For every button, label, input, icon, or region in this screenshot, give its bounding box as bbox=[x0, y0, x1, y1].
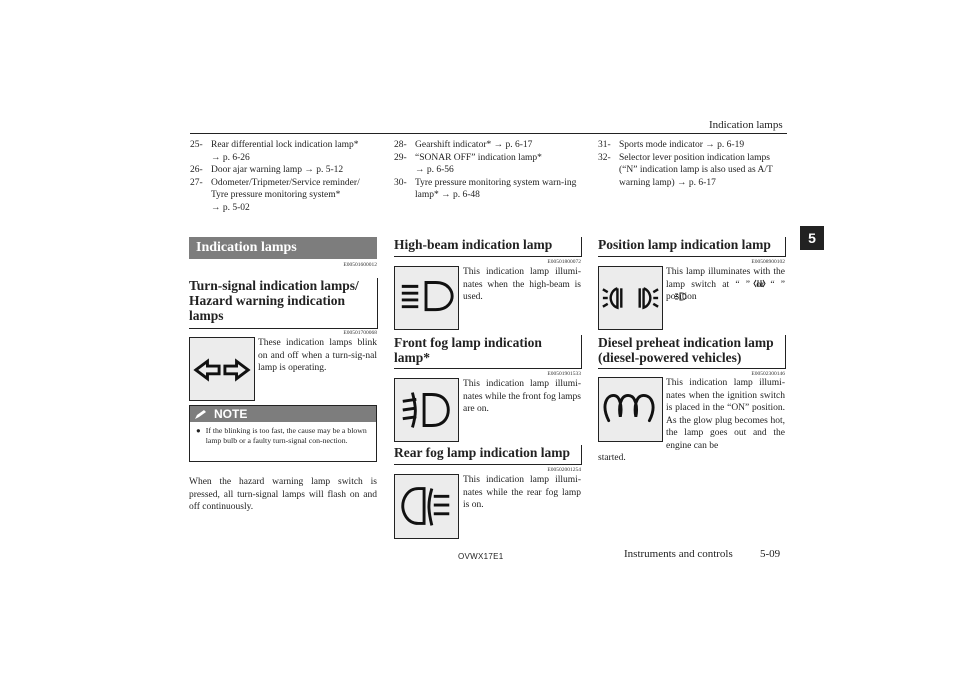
front-fog-code: E00501901533 bbox=[547, 371, 581, 377]
toc-item: 32- Selector lever position indication lamps (“N” indication lamp is also used as A/T warning lamp) → p. 6-17 bbox=[598, 152, 773, 188]
note-label: NOTE bbox=[214, 407, 248, 421]
header-rule bbox=[190, 133, 787, 134]
front-fog-heading: Front fog lamp indication lamp* bbox=[394, 335, 582, 369]
position-lamp-code: E00508900102 bbox=[751, 259, 785, 265]
turn-signal-heading: Turn-signal indication lamps/ Hazard warning indication lamps bbox=[189, 278, 378, 329]
section-banner: Indication lamps bbox=[189, 237, 377, 259]
toc-item: 29- “SONAR OFF” indication lamp* → p. 6-56 bbox=[394, 152, 542, 175]
high-beam-heading: High-beam indication lamp bbox=[394, 237, 582, 257]
toc-item: 26- Door ajar warning lamp → p. 5-12 bbox=[190, 165, 344, 175]
high-beam-code: E00501800072 bbox=[547, 259, 581, 265]
position-lamp-heading: Position lamp indication lamp bbox=[598, 237, 786, 257]
toc-column-3 bbox=[598, 139, 787, 189]
turn-signal-code: E00501700068 bbox=[343, 330, 377, 336]
toc-item: 28- Gearshift indicator* → p. 6-17 bbox=[394, 140, 533, 150]
headlamp-switch-icon bbox=[674, 292, 687, 301]
document-code: OVWX17E1 bbox=[458, 552, 504, 561]
section-code: E00501600012 bbox=[343, 262, 377, 268]
rear-fog-lamp-icon bbox=[394, 474, 459, 539]
toc-column-2 bbox=[394, 139, 580, 202]
note-box bbox=[189, 405, 377, 462]
diesel-preheat-heading: Diesel preheat indication lamp (diesel-powered vehicles) bbox=[598, 335, 786, 369]
toc-item: 30- Tyre pressure monitoring system warn-ing lamp* → p. 6-48 bbox=[394, 177, 577, 200]
rear-fog-heading: Rear fog lamp indication lamp bbox=[394, 445, 582, 465]
running-header: Indication lamps bbox=[709, 119, 783, 131]
toc-item: 25- Rear differential lock indication lamp* → p. 6-26 bbox=[190, 140, 359, 163]
high-beam-description: This indication lamp illumi-nates when the high-beam is used. bbox=[463, 267, 581, 302]
chapter-tab: 5 bbox=[800, 226, 824, 250]
note-text: If the blinking is too fast, the cause may be a blown lamp bulb or a faulty turn-signal con-nection. bbox=[205, 426, 367, 445]
hazard-description: When the hazard warning lamp switch is pressed, all turn-signal lamps will flash on and off continuously. bbox=[189, 477, 377, 512]
rear-fog-code: E00502001254 bbox=[547, 467, 581, 473]
position-switch-icon bbox=[753, 279, 766, 288]
toc-item: 31- Sports mode indicator → p. 6-19 bbox=[598, 140, 745, 150]
front-fog-lamp-icon bbox=[394, 378, 459, 442]
rear-fog-description: This indication lamp illumi-nates while the rear fog lamp is on. bbox=[463, 475, 581, 510]
diesel-preheat-description: This indication lamp illumi-nates when the ignition switch is placed in the “ON” position. As the glow plug becomes hot, the lamp goes out and the engine can be bbox=[666, 378, 785, 451]
turn-signal-lamp-icon bbox=[189, 337, 255, 401]
front-fog-description: This indication lamp illumi-nates while the front fog lamps are on. bbox=[463, 379, 581, 414]
position-lamp-description: This lamp illuminates with the lamp switch at “ ” or “ ” position bbox=[666, 267, 785, 302]
position-lamp-icon bbox=[598, 266, 663, 330]
bullet: ● bbox=[196, 426, 201, 435]
note-pen-icon bbox=[194, 409, 208, 420]
footer-section: Instruments and controls bbox=[624, 548, 733, 560]
diesel-preheat-description-end: started. bbox=[598, 453, 626, 463]
turn-signal-description: These indication lamps blink on and off when a turn-sig-nal lamp is operating. bbox=[258, 338, 377, 373]
glow-plug-icon bbox=[598, 377, 663, 442]
high-beam-lamp-icon bbox=[394, 266, 459, 330]
toc-item: 27- Odometer/Tripmeter/Service reminder/ Tyre pressure monitoring system* → p. 5-02 bbox=[190, 177, 360, 213]
page-number: 5-09 bbox=[760, 548, 781, 560]
toc-column-1 bbox=[190, 139, 375, 214]
diesel-preheat-code: E00502300146 bbox=[751, 371, 785, 377]
